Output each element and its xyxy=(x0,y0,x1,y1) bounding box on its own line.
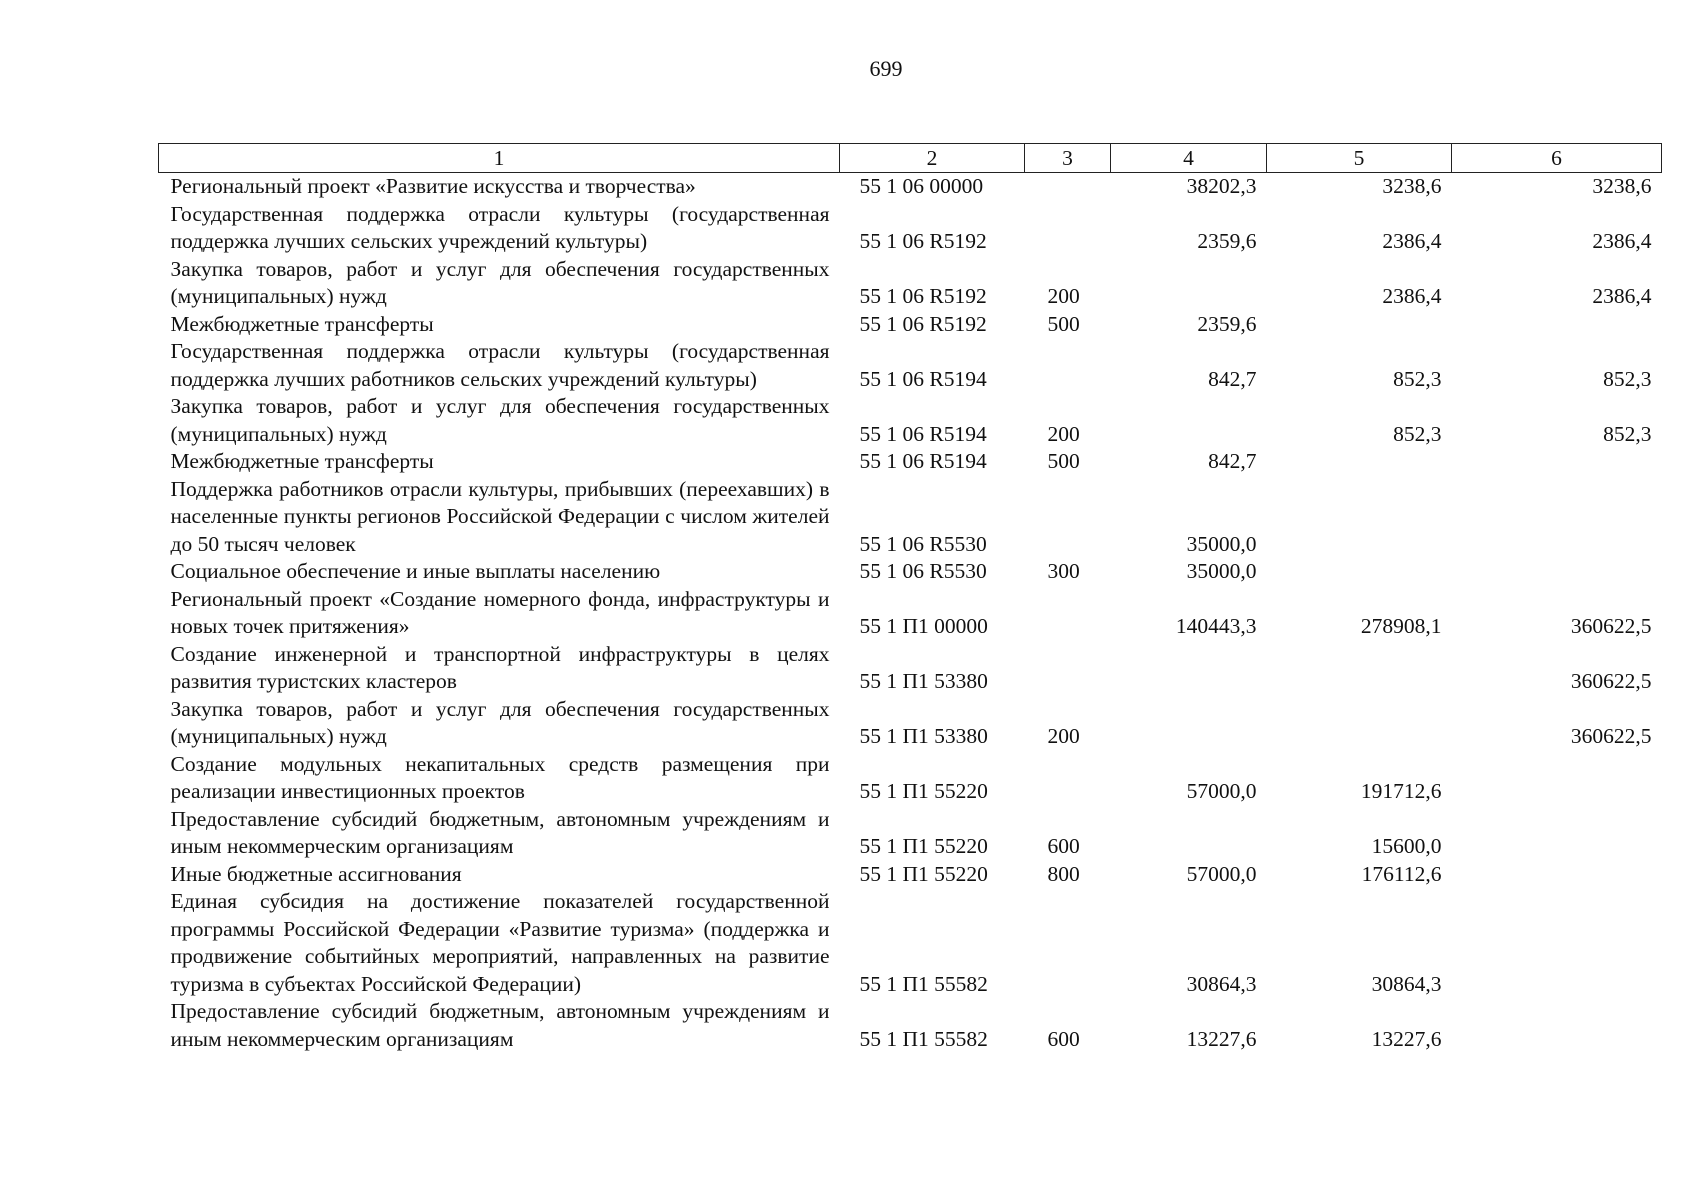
row-value-col4: 35000,0 xyxy=(1186,559,1257,583)
row-value-col5 xyxy=(1267,558,1452,586)
row-target-code: 55 1 П1 53380 xyxy=(859,724,988,748)
row-value-col6: 2386,4 xyxy=(1592,229,1652,253)
row-value-col6 xyxy=(1452,558,1662,586)
table-row xyxy=(159,751,1662,806)
row-description: Социальное обеспечение и иные выплаты населению xyxy=(170,559,661,583)
row-expense-type: 200 xyxy=(1047,724,1080,748)
row-value-col5: 2386,4 xyxy=(1382,229,1442,253)
row-expense-type xyxy=(1025,751,1111,806)
row-value-col5: 30864,3 xyxy=(1371,971,1442,996)
row-description: Закупка товаров, работ и услуг для обеспечения государственных (муниципальных) нужд xyxy=(170,696,830,748)
row-target-code: 55 1 06 R5192 xyxy=(859,284,987,308)
row-value-col4: 35000,0 xyxy=(1186,531,1257,556)
row-expense-type xyxy=(1025,338,1111,393)
row-value-col4 xyxy=(1111,641,1267,696)
row-value-col6 xyxy=(1452,861,1662,889)
row-value-col4: 140443,3 xyxy=(1175,614,1257,638)
row-target-code: 55 1 П1 55220 xyxy=(859,861,988,886)
row-value-col5 xyxy=(1267,476,1452,559)
row-value-col6: 360622,5 xyxy=(1570,669,1652,693)
row-target-code: 55 1 П1 55220 xyxy=(859,834,988,858)
row-value-col6 xyxy=(1452,311,1662,339)
row-value-col4 xyxy=(1111,256,1267,311)
row-value-col4: 38202,3 xyxy=(1186,174,1257,198)
row-description: Иные бюджетные ассигнования xyxy=(170,861,462,886)
table-row xyxy=(159,806,1662,861)
row-value-col5 xyxy=(1267,641,1452,696)
row-description: Предоставление субсидий бюджетным, автономным учреждениям и иным некоммерческим организациям xyxy=(170,999,830,1051)
table-row xyxy=(159,641,1662,696)
row-target-code: 55 1 П1 53380 xyxy=(859,669,988,693)
row-expense-type xyxy=(1025,201,1111,256)
row-expense-type: 600 xyxy=(1047,834,1080,858)
row-expense-type: 500 xyxy=(1047,449,1080,473)
row-expense-type xyxy=(1025,586,1111,641)
row-value-col4 xyxy=(1111,806,1267,861)
row-value-col5: 852,3 xyxy=(1393,366,1442,391)
row-value-col5: 3238,6 xyxy=(1382,174,1442,198)
row-value-col4: 57000,0 xyxy=(1186,779,1257,803)
column-header-4: 4 xyxy=(1111,144,1267,173)
column-header-3: 3 xyxy=(1025,144,1111,173)
row-value-col5: 13227,6 xyxy=(1371,1026,1442,1051)
row-target-code: 55 1 П1 55582 xyxy=(859,1026,988,1051)
row-value-col6: 2386,4 xyxy=(1592,284,1652,308)
row-target-code: 55 1 06 R5194 xyxy=(859,449,987,473)
row-value-col4: 2359,6 xyxy=(1197,311,1257,336)
row-target-code: 55 1 06 R5530 xyxy=(859,531,987,556)
row-value-col5: 191712,6 xyxy=(1360,779,1442,803)
row-expense-type: 200 xyxy=(1047,421,1080,446)
row-description: Региональный проект «Развитие искусства и творчества» xyxy=(170,174,696,198)
row-description: Создание инженерной и транспортной инфраструктуры в целях развития туристских кластеров xyxy=(170,641,830,693)
row-target-code: 55 1 П1 55220 xyxy=(859,779,988,803)
row-value-col6 xyxy=(1452,806,1662,861)
column-header-1: 1 xyxy=(159,144,840,173)
table-row xyxy=(159,888,1662,998)
table-row xyxy=(159,558,1662,586)
row-value-col5: 2386,4 xyxy=(1382,284,1442,308)
row-description: Единая субсидия на достижение показателей государственной программы Российской Федерации «Развитие туризма» (поддержка и продвижение событийных мероприятий, направленных на развитие туризма в субъектах Российской Федерации) xyxy=(170,889,830,996)
table-row xyxy=(159,998,1662,1053)
header-row xyxy=(159,144,1662,173)
row-description: Государственная поддержка отрасли культуры (государственная поддержка лучших работников сельских учреждений культуры) xyxy=(170,339,830,391)
row-description: Региональный проект «Создание номерного фонда, инфраструктуры и новых точек притяжения» xyxy=(170,586,830,638)
row-value-col6: 852,3 xyxy=(1603,421,1652,446)
row-description: Поддержка работников отрасли культуры, прибывших (переехавших) в населенные пункты регионов Российской Федерации с числом жителей до 50 тысяч человек xyxy=(170,476,830,556)
row-value-col6: 852,3 xyxy=(1603,366,1652,391)
row-target-code: 55 1 П1 55582 xyxy=(859,971,988,996)
row-value-col6: 360622,5 xyxy=(1570,724,1652,748)
row-description: Предоставление субсидий бюджетным, автономным учреждениям и иным некоммерческим организациям xyxy=(170,806,830,858)
row-value-col5: 278908,1 xyxy=(1360,614,1442,638)
row-value-col6 xyxy=(1452,751,1662,806)
row-description: Закупка товаров, работ и услуг для обеспечения государственных (муниципальных) нужд xyxy=(170,394,830,446)
column-header-6: 6 xyxy=(1452,144,1662,173)
row-description: Закупка товаров, работ и услуг для обеспечения государственных (муниципальных) нужд xyxy=(170,256,830,308)
row-value-col5: 176112,6 xyxy=(1361,861,1442,886)
row-value-col6 xyxy=(1452,476,1662,559)
row-expense-type xyxy=(1025,888,1111,998)
row-description: Межбюджетные трансферты xyxy=(170,311,434,336)
row-value-col5 xyxy=(1267,448,1452,476)
row-expense-type: 500 xyxy=(1047,311,1080,336)
row-target-code: 55 1 06 00000 xyxy=(859,174,984,198)
table-body xyxy=(159,173,1662,1054)
table-row xyxy=(159,696,1662,751)
row-value-col6 xyxy=(1452,448,1662,476)
row-expense-type: 200 xyxy=(1047,284,1080,308)
table-row xyxy=(159,256,1662,311)
row-description: Государственная поддержка отрасли культуры (государственная поддержка лучших сельских учреждений культуры) xyxy=(170,201,830,253)
table-row xyxy=(159,861,1662,889)
row-value-col5 xyxy=(1267,696,1452,751)
table-row xyxy=(159,173,1662,201)
row-expense-type: 600 xyxy=(1047,1026,1080,1051)
column-header-5: 5 xyxy=(1267,144,1452,173)
row-value-col6: 3238,6 xyxy=(1592,174,1652,198)
row-value-col5: 852,3 xyxy=(1393,421,1442,446)
row-value-col4: 842,7 xyxy=(1208,449,1257,473)
row-value-col4: 30864,3 xyxy=(1186,971,1257,996)
column-header-2: 2 xyxy=(840,144,1025,173)
table-row xyxy=(159,338,1662,393)
table-row xyxy=(159,586,1662,641)
row-value-col4: 13227,6 xyxy=(1186,1026,1257,1051)
row-expense-type: 300 xyxy=(1047,559,1080,583)
row-expense-type xyxy=(1025,476,1111,559)
row-target-code: 55 1 06 R5194 xyxy=(859,366,987,391)
row-description: Межбюджетные трансферты xyxy=(170,449,434,473)
row-description: Создание модульных некапитальных средств размещения при реализации инвестиционных проектов xyxy=(170,751,830,803)
table-row xyxy=(159,311,1662,339)
table-header xyxy=(159,144,1662,173)
table-row xyxy=(159,201,1662,256)
table-row xyxy=(159,393,1662,448)
row-target-code: 55 1 06 R5194 xyxy=(859,421,987,446)
page-number: 699 xyxy=(869,56,903,81)
row-value-col4 xyxy=(1111,696,1267,751)
row-expense-type xyxy=(1025,641,1111,696)
row-expense-type xyxy=(1025,173,1111,201)
budget-table xyxy=(158,143,1662,1053)
row-value-col5: 15600,0 xyxy=(1371,834,1442,858)
table-row xyxy=(159,476,1662,559)
table-row xyxy=(159,448,1662,476)
row-value-col5 xyxy=(1267,311,1452,339)
row-target-code: 55 1 П1 00000 xyxy=(859,614,988,638)
row-value-col6: 360622,5 xyxy=(1570,614,1652,638)
row-target-code: 55 1 06 R5192 xyxy=(859,229,987,253)
row-expense-type: 800 xyxy=(1047,861,1080,886)
row-value-col4 xyxy=(1111,393,1267,448)
row-value-col4: 842,7 xyxy=(1208,366,1257,391)
row-value-col6 xyxy=(1452,998,1662,1053)
row-value-col4: 2359,6 xyxy=(1197,229,1257,253)
row-target-code: 55 1 06 R5530 xyxy=(859,559,987,583)
row-target-code: 55 1 06 R5192 xyxy=(859,311,987,336)
row-value-col6 xyxy=(1452,888,1662,998)
row-value-col4: 57000,0 xyxy=(1186,861,1257,886)
